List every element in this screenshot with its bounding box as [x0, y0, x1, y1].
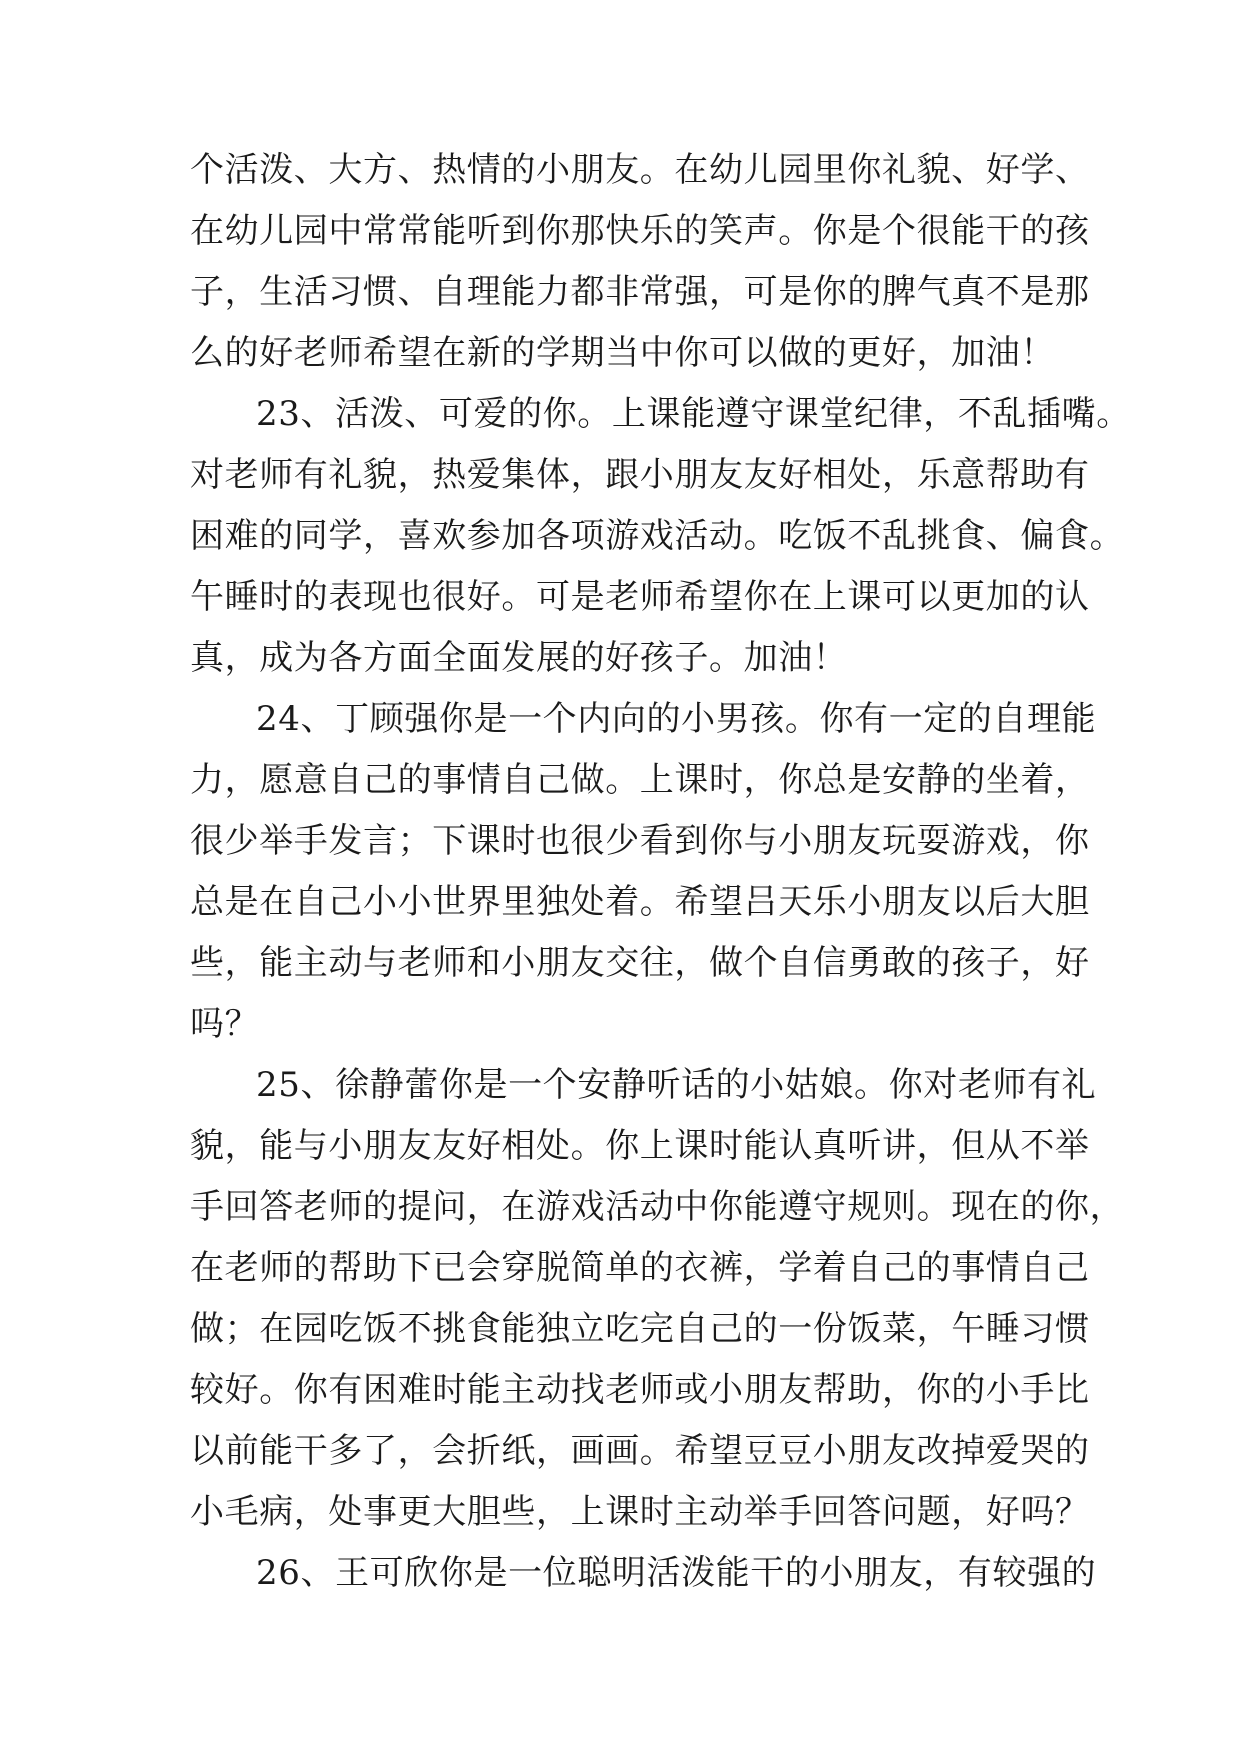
text-line: 小毛病，处事更大胆些，上课时主动举手回答问题，好吗？	[190, 1492, 1090, 1532]
paragraph-start-25: 25、徐静蕾你是一个安静听话的小姑娘。你对老师有礼	[256, 1065, 1097, 1105]
text-line: 真，成为各方面全面发展的好孩子。加油！	[190, 638, 848, 678]
text-line: 困难的同学，喜欢参加各项游戏活动。吃饭不乱挑食、偏食。	[190, 516, 1125, 556]
text-line: 手回答老师的提问，在游戏活动中你能遵守规则。现在的你，	[190, 1187, 1125, 1227]
text-line: 在幼儿园中常常能听到你那快乐的笑声。你是个很能干的孩	[190, 211, 1090, 251]
paragraph-start-26: 26、王可欣你是一位聪明活泼能干的小朋友，有较强的	[256, 1553, 1097, 1593]
text-line: 总是在自己小小世界里独处着。希望吕天乐小朋友以后大胆	[190, 882, 1090, 922]
text-line: 很少举手发言；下课时也很少看到你与小朋友玩耍游戏，你	[190, 821, 1090, 861]
text-line: 较好。你有困难时能主动找老师或小朋友帮助，你的小手比	[190, 1370, 1090, 1410]
paragraph-start-24: 24、丁顾强你是一个内向的小男孩。你有一定的自理能	[256, 699, 1097, 739]
text-line: 做；在园吃饭不挑食能独立吃完自己的一份饭菜，午睡习惯	[190, 1309, 1090, 1349]
text-line: 在老师的帮助下已会穿脱简单的衣裤，学着自己的事情自己	[190, 1248, 1090, 1288]
text-line: 子，生活习惯、自理能力都非常强，可是你的脾气真不是那	[190, 272, 1090, 312]
text-line: 吗？	[190, 1004, 260, 1044]
text-line: 么的好老师希望在新的学期当中你可以做的更好，加油！	[190, 333, 1055, 373]
text-line: 力，愿意自己的事情自己做。上课时，你总是安静的坐着，	[190, 760, 1090, 800]
paragraph-start-23: 23、活泼、可爱的你。上课能遵守课堂纪律，不乱插嘴。	[256, 394, 1131, 434]
text-line: 个活泼、大方、热情的小朋友。在幼儿园里你礼貌、好学、	[190, 150, 1090, 190]
text-line: 对老师有礼貌，热爱集体，跟小朋友友好相处，乐意帮助有	[190, 455, 1090, 495]
text-line: 午睡时的表现也很好。可是老师希望你在上课可以更加的认	[190, 577, 1090, 617]
text-line: 些，能主动与老师和小朋友交往，做个自信勇敢的孩子，好	[190, 943, 1090, 983]
text-line: 貌，能与小朋友友好相处。你上课时能认真听讲，但从不举	[190, 1126, 1090, 1166]
text-line: 以前能干多了，会折纸，画画。希望豆豆小朋友改掉爱哭的	[190, 1431, 1090, 1471]
